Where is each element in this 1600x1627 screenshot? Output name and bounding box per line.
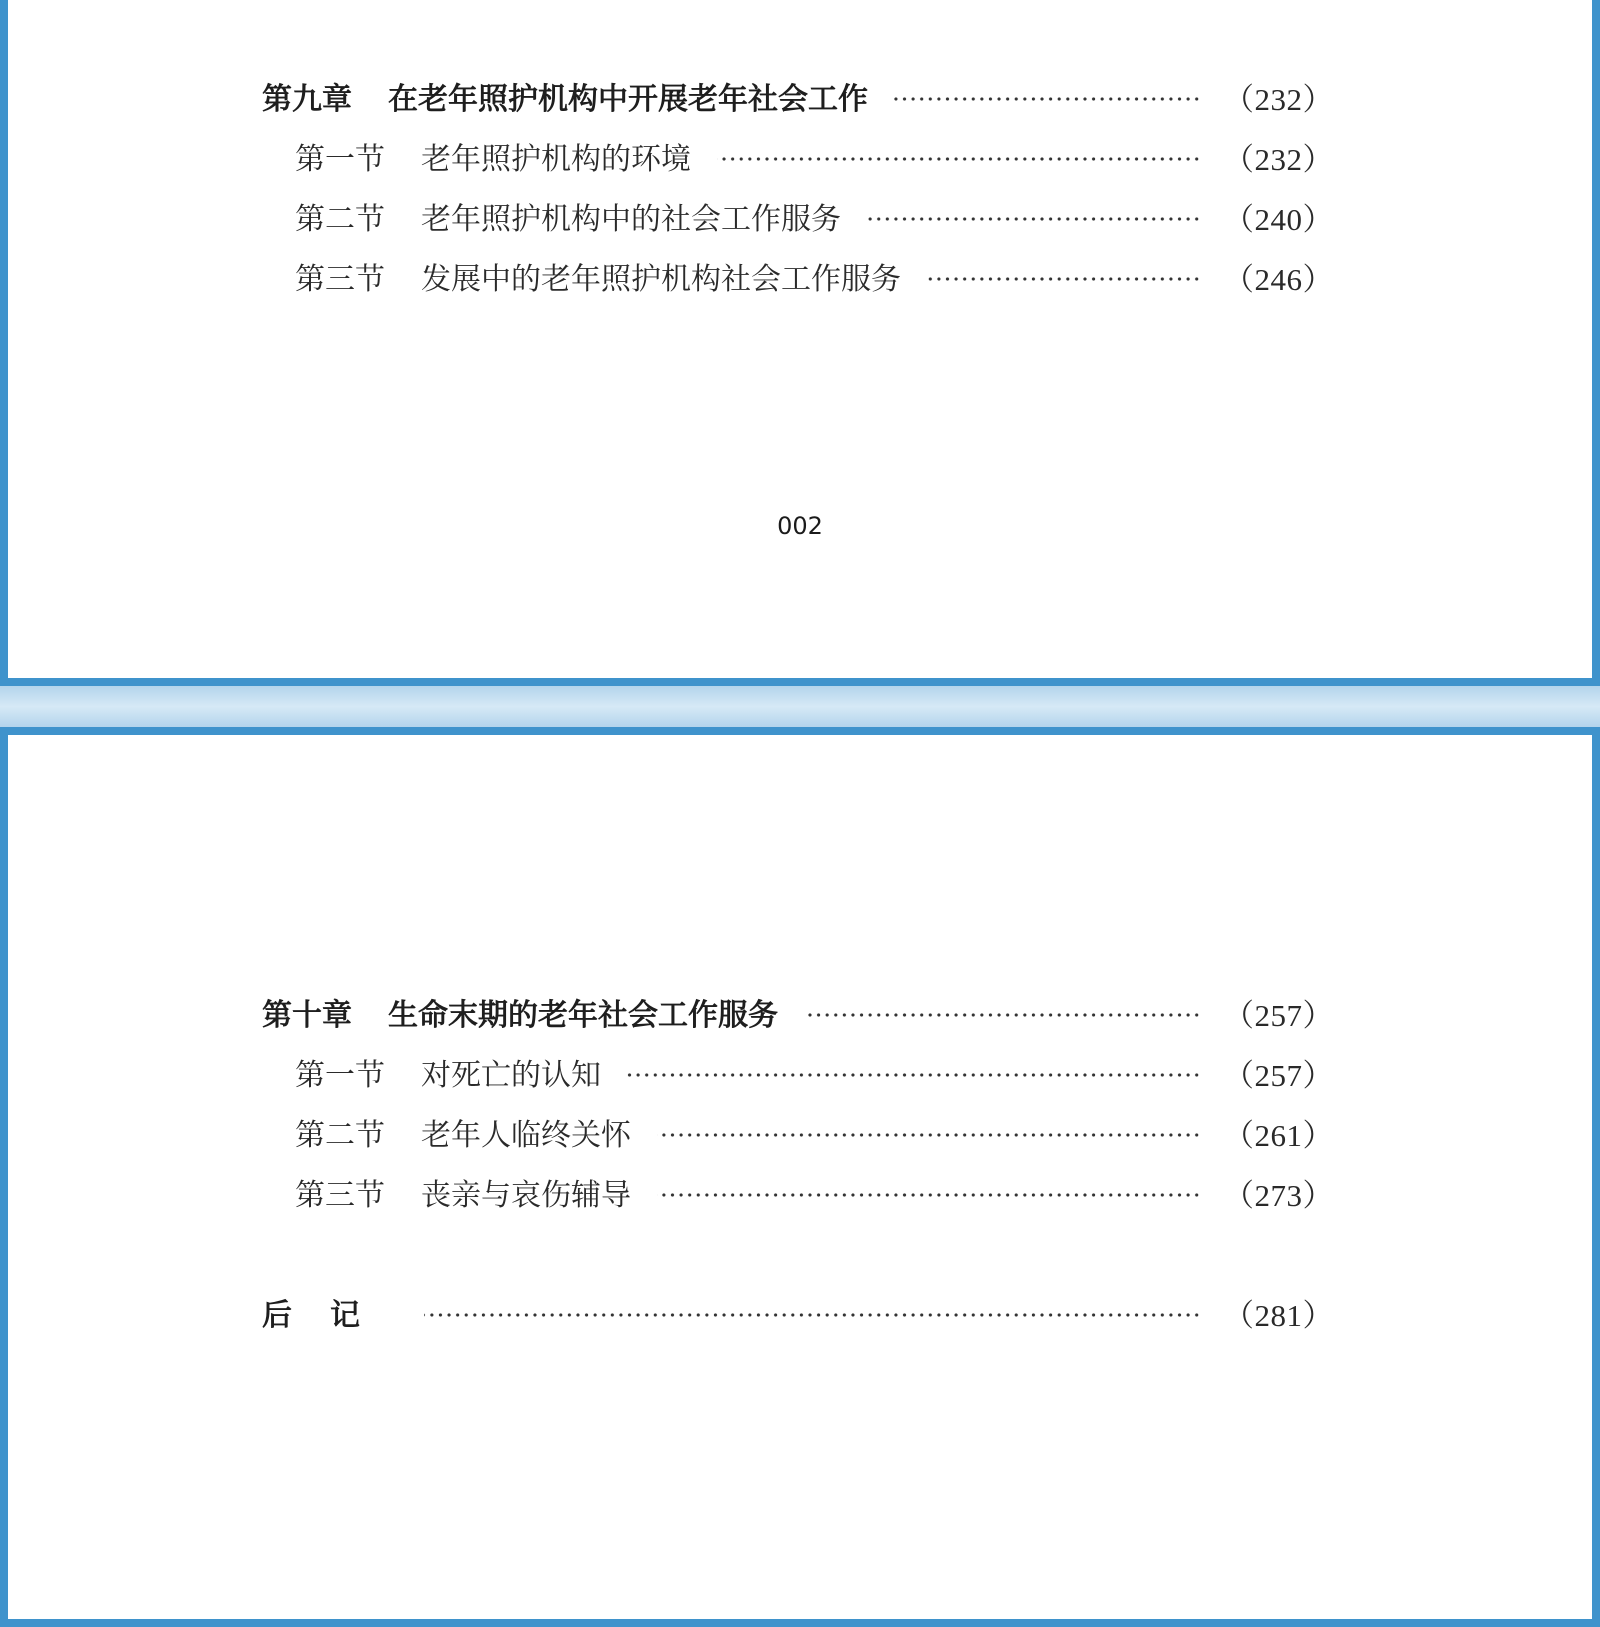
leader-dots — [717, 157, 1201, 161]
page-reference: （246） — [1223, 261, 1334, 297]
toc-section[interactable] — [295, 1050, 1334, 1094]
section-title: 老年照护机构中的社会工作服务 — [421, 202, 841, 237]
toc-section[interactable] — [295, 194, 1334, 238]
toc-section[interactable] — [295, 1170, 1334, 1214]
toc-afterword[interactable] — [262, 1290, 1334, 1334]
section-number: 第二节 — [295, 1118, 385, 1153]
page-reference: （232） — [1223, 141, 1334, 177]
page-reference: （232） — [1223, 81, 1334, 117]
page-reference: （261） — [1223, 1117, 1334, 1153]
toc-chapter-10[interactable] — [262, 990, 1334, 1034]
section-title: 丧亲与哀伤辅导 — [421, 1178, 631, 1213]
section-number: 第一节 — [295, 142, 385, 177]
page-reference: （281） — [1223, 1297, 1334, 1333]
section-number: 第二节 — [295, 202, 385, 237]
section-number: 第三节 — [295, 262, 385, 297]
afterword-label: 后记 — [262, 1298, 398, 1333]
page-reference: （273） — [1223, 1177, 1334, 1213]
leader-dots — [894, 97, 1201, 101]
section-number: 第三节 — [295, 1178, 385, 1213]
page-folio: 002 — [777, 512, 823, 540]
section-title: 老年照护机构的环境 — [421, 142, 691, 177]
leader-dots — [804, 1013, 1201, 1017]
section-number: 第一节 — [295, 1058, 385, 1093]
leader-dots — [927, 277, 1201, 281]
leader-dots — [424, 1313, 1201, 1317]
page-reference: （240） — [1223, 201, 1334, 237]
page-separator — [0, 686, 1600, 727]
chapter-number: 第十章 — [262, 998, 352, 1033]
section-title: 老年人临终关怀 — [421, 1118, 631, 1153]
leader-dots — [657, 1133, 1201, 1137]
leader-dots — [627, 1073, 1201, 1077]
section-title: 对死亡的认知 — [421, 1058, 601, 1093]
section-title: 发展中的老年照护机构社会工作服务 — [421, 262, 901, 297]
chapter-title: 在老年照护机构中开展老年社会工作 — [388, 82, 868, 117]
toc-section[interactable] — [295, 1110, 1334, 1154]
toc-section[interactable] — [295, 254, 1334, 298]
leader-dots — [657, 1193, 1201, 1197]
chapter-number: 第九章 — [262, 82, 352, 117]
toc-chapter-9[interactable] — [262, 74, 1334, 118]
chapter-title: 生命末期的老年社会工作服务 — [388, 998, 778, 1033]
toc-section[interactable] — [295, 134, 1334, 178]
page-reference: （257） — [1223, 1057, 1334, 1093]
leader-dots — [867, 217, 1201, 221]
page-reference: （257） — [1223, 997, 1334, 1033]
